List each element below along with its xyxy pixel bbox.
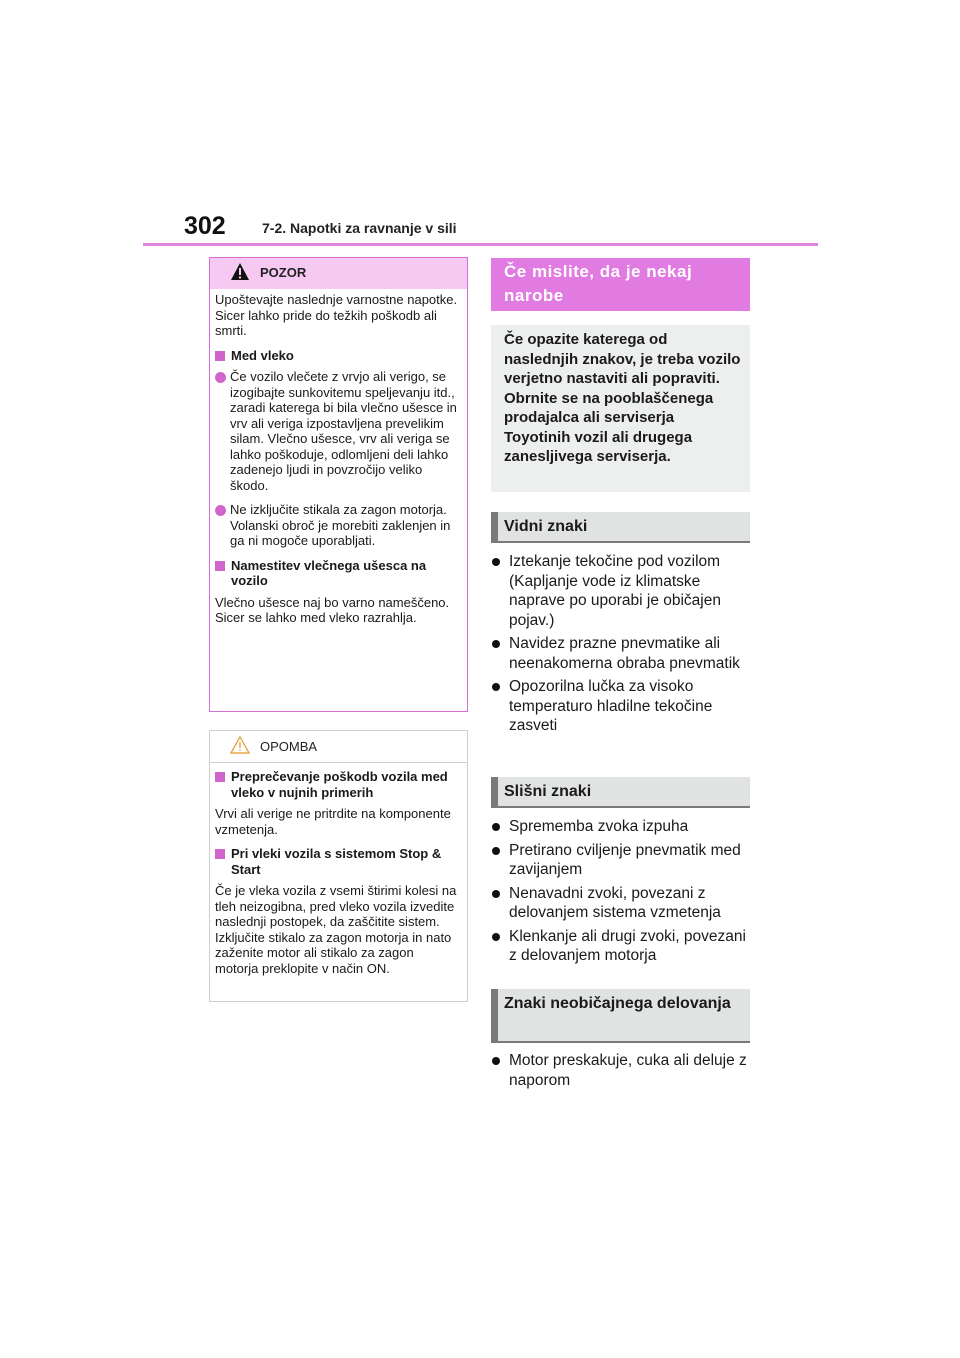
- intro-box: Če opazite katerega od naslednjih znakov, je treba vozilo verjetno nastaviti ali popraviti. Obrnite se na pooblaščenega prodajalca ali serviserja Toyotinih vozil ali drugega zanesljivega serviserja.: [491, 325, 750, 492]
- audible-signs-list: [491, 817, 753, 970]
- list-item: Nenavadni zvoki, povezani z delovanjem sistema vzmetenja: [491, 884, 753, 923]
- caution-section-heading: Med vleko: [215, 348, 460, 364]
- list-item: Opozorilna lučka za visoko temperaturo hladilne tekočine zasveti: [491, 677, 753, 736]
- caution-section-heading: Namestitev vlečnega ušesca na vozilo: [215, 558, 460, 589]
- note-box: [209, 730, 468, 1002]
- abnormal-operation-list: [491, 1051, 753, 1094]
- bullet-icon: [492, 558, 500, 566]
- note-section-heading: Preprečevanje poškodb vozila med vleko v nujnih primerih: [215, 769, 460, 800]
- warning-triangle-icon: [230, 262, 250, 282]
- bullet-icon: [492, 683, 500, 691]
- caution-item: Ne izključite stikala za zagon motorja. Volanski obroč je morebiti zaklenjen in ga ni mogoče uporabljati.: [215, 502, 460, 549]
- caution-header: [210, 258, 467, 289]
- list-item: Klenkanje ali drugi zvoki, povezani z delovanjem motorja: [491, 927, 753, 966]
- note-section-text: Vrvi ali verige ne pritrdite na komponente vzmetenja.: [215, 806, 451, 837]
- note-section-text: Če je vleka vozila z vsemi štirimi kolesi na tleh neizogibna, pred vleko vozila izvedite naslednji postopek, da zaščitite sistem. Izključite stikalo za zagon motorja in nato zaženite motor ali stikalo za zagon motorja preklopite v način ON.: [215, 883, 457, 976]
- list-item: Sprememba zvoka izpuha: [491, 817, 753, 837]
- caution-title: POZOR: [260, 265, 307, 280]
- visible-signs-list: [491, 552, 753, 740]
- caution-box: [209, 257, 468, 712]
- bullet-icon: [492, 1057, 500, 1065]
- note-section-heading: Pri vleki vozila s sistemom Stop & Start: [215, 846, 460, 877]
- bullet-icon: [492, 640, 500, 648]
- square-bullet-icon: [215, 849, 225, 859]
- subheading-abnormal-operation-signs: Znaki neobičajnega delovanja: [491, 989, 750, 1043]
- section-title: 7-2. Napotki za ravnanje v sili: [262, 220, 457, 236]
- subheading-audible-signs: Slišni znaki: [491, 777, 750, 808]
- subheading-visible-signs: Vidni znaki: [491, 512, 750, 543]
- header-divider: [143, 243, 818, 246]
- caution-item: Če vozilo vlečete z vrvjo ali verigo, se izogibajte sunkovitemu speljevanju itd., zaradi katerega bi bila vlečno ušesce in vrv ali veriga izpostavljena prevelikim silam. Vlečno ušesce, vrv ali veriga se lahko poškoduje, odlomljeni deli lahko zadenejo ljudi in povzročijo veliko škodo.: [215, 369, 460, 493]
- circle-bullet-icon: [215, 505, 226, 516]
- bullet-icon: [492, 847, 500, 855]
- caution-intro: Upoštevajte naslednje varnostne napotke. Sicer lahko pride do težkih poškodb ali smrti.: [215, 292, 458, 338]
- list-item: Motor preskakuje, cuka ali deluje z naporom: [491, 1051, 753, 1090]
- main-heading: Če mislite, da je nekaj narobe: [491, 258, 750, 311]
- bullet-icon: [492, 890, 500, 898]
- square-bullet-icon: [215, 561, 225, 571]
- list-item: Iztekanje tekočine pod vozilom (Kapljanje vode iz klimatske naprave po uporabi je običajen pojav.): [491, 552, 753, 630]
- note-header: [210, 731, 467, 763]
- list-item: Pretirano cviljenje pnevmatik med zavijanjem: [491, 841, 753, 880]
- square-bullet-icon: [215, 351, 225, 361]
- square-bullet-icon: [215, 772, 225, 782]
- circle-bullet-icon: [215, 372, 226, 383]
- list-item: Navidez prazne pnevmatike ali neenakomerna obraba pnevmatik: [491, 634, 753, 673]
- caution-triangle-outline-icon: [230, 735, 250, 755]
- note-title: OPOMBA: [260, 739, 318, 754]
- bullet-icon: [492, 823, 500, 831]
- caution-section-text: Vlečno ušesce naj bo varno nameščeno. Sicer se lahko med vleko razrahlja.: [215, 594, 450, 625]
- page-number: 302: [184, 212, 226, 240]
- bullet-icon: [492, 933, 500, 941]
